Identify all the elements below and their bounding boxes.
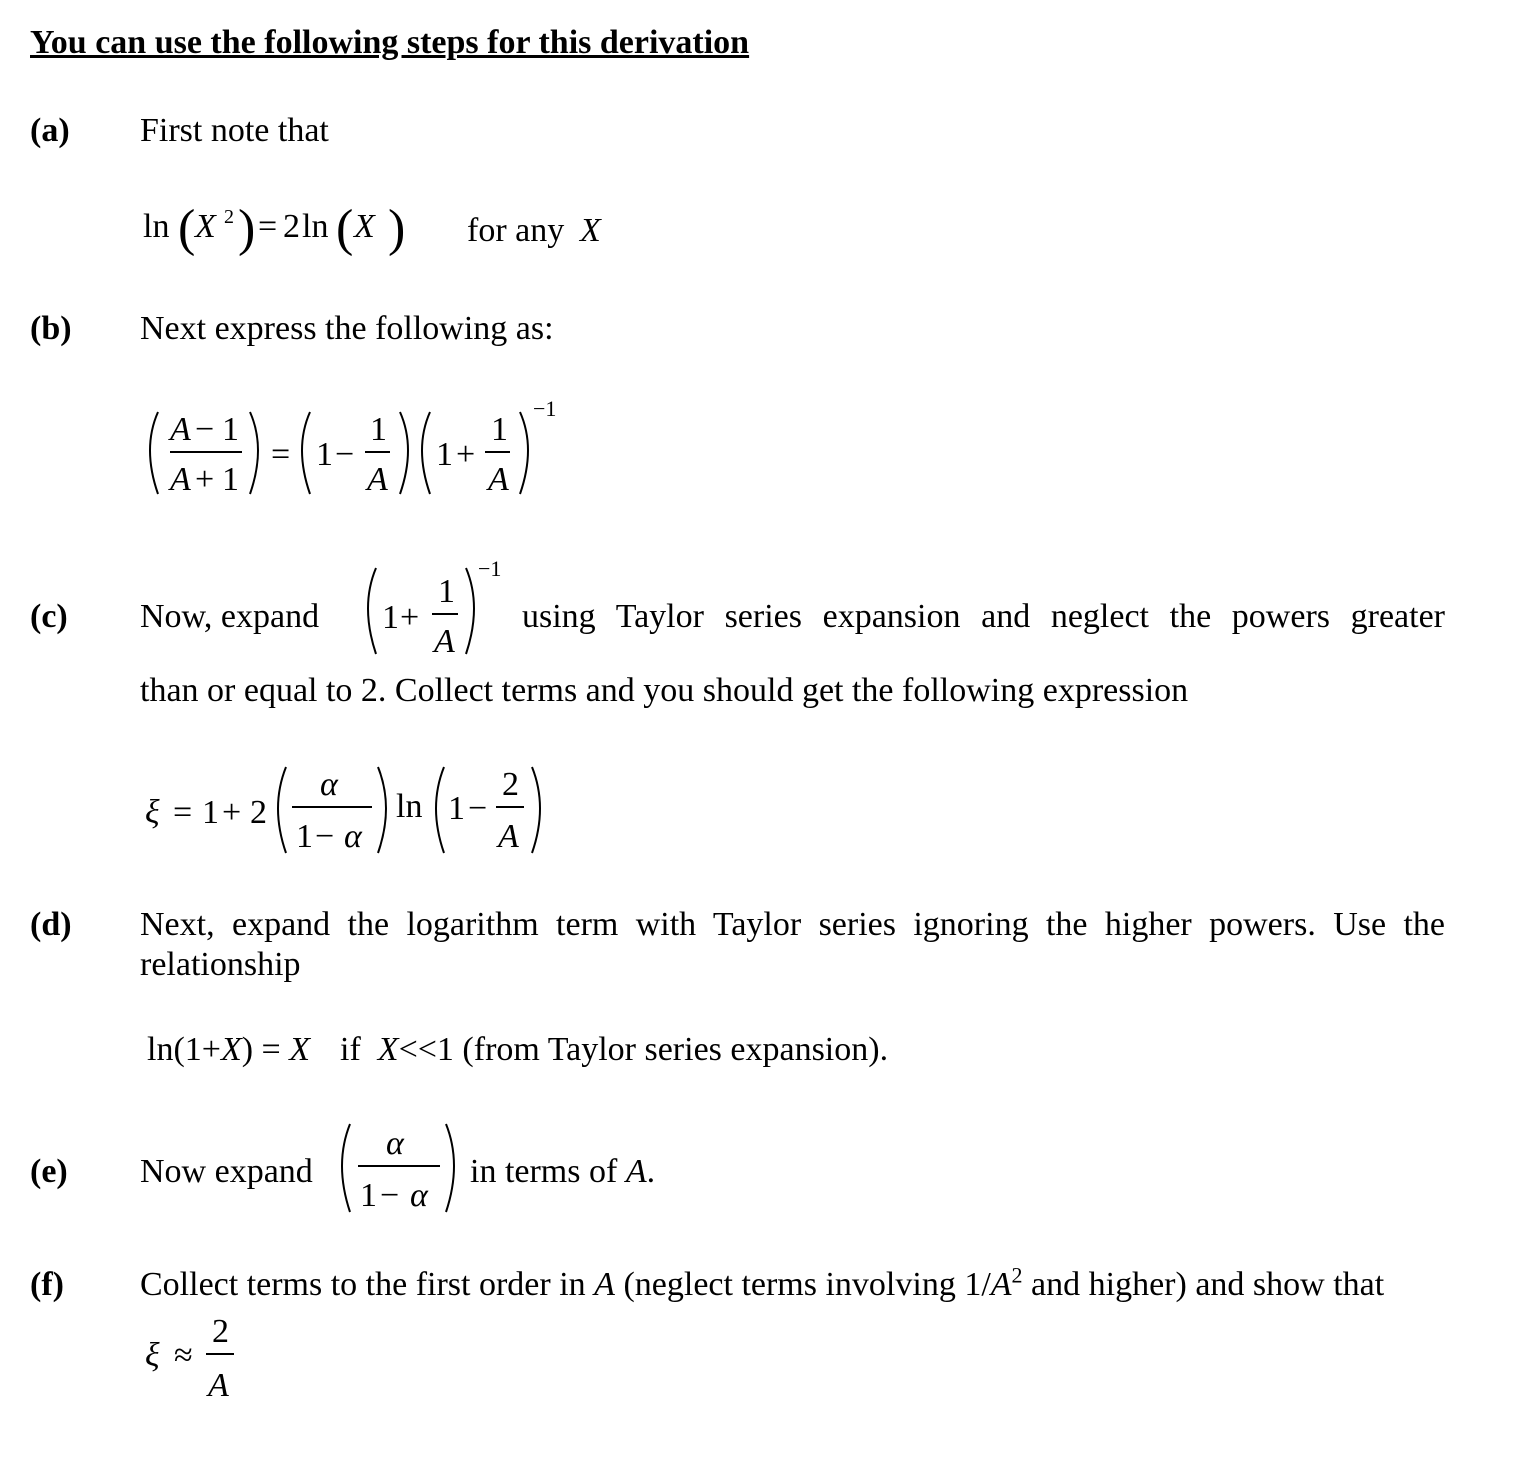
eq-c-rparen2 xyxy=(532,767,540,853)
expr-e-den-alpha: α xyxy=(410,1177,428,1214)
expr-e-num: α xyxy=(386,1125,404,1162)
step-c-text-pre: Now, expand xyxy=(140,598,320,635)
eq-c-one: 1 xyxy=(202,794,219,831)
eq-a-cond-x: X xyxy=(580,212,601,249)
eq-a-x: X xyxy=(195,208,216,245)
expr-c-one: 1 xyxy=(382,599,399,636)
expr-e-den-minus: − xyxy=(380,1177,400,1214)
rel-cond: <<1 (from Taylor series expansion). xyxy=(398,1031,889,1068)
expr-c-rparen xyxy=(466,568,474,654)
expr-c-num: 1 xyxy=(438,573,455,610)
eq-b-num-minus: − xyxy=(195,411,215,448)
eq-b-rparen3 xyxy=(520,412,528,494)
eq-b-num-one: 1 xyxy=(222,411,239,448)
step-e-in-terms: in terms of xyxy=(470,1153,618,1190)
eq-b-p2-den: A xyxy=(367,461,388,498)
step-b-label: (b) xyxy=(30,310,72,347)
eq-a-equals: = xyxy=(258,208,278,245)
eq-a-lparen2: ( xyxy=(336,200,354,257)
step-f-a2: A xyxy=(990,1266,1012,1303)
eq-c-den-alpha: α xyxy=(344,818,362,855)
eq-a-cond: for any xyxy=(467,212,565,249)
step-b-equation xyxy=(140,390,580,510)
eq-b-den-one: 1 xyxy=(222,461,239,498)
rel-if: if xyxy=(340,1031,361,1068)
eq-c-ln: ln xyxy=(396,788,423,825)
eq-b-p3-num: 1 xyxy=(491,411,508,448)
step-f-mid: (neglect terms involving 1/ xyxy=(623,1266,991,1303)
step-e-expression xyxy=(330,1112,470,1222)
step-f-end: and higher) and show that xyxy=(1031,1266,1385,1303)
eq-b-lparen2 xyxy=(302,412,310,494)
eq-f-num: 2 xyxy=(212,1313,229,1350)
eq-c-num-alpha: α xyxy=(320,766,338,803)
expr-c-exp: −1 xyxy=(478,556,502,581)
rel-x3: X xyxy=(377,1031,399,1068)
step-e-period: . xyxy=(646,1153,656,1190)
eq-c-den-minus: − xyxy=(315,818,335,855)
rel-x2: X xyxy=(289,1031,311,1068)
step-c-text-line2: than or equal to 2. Collect terms and you should get the following expression xyxy=(140,672,1189,709)
eq-a-rparen2: ) xyxy=(388,200,406,257)
step-f-equation xyxy=(140,1308,260,1408)
eq-a-rparen: ) xyxy=(238,200,256,257)
step-f-label: (f) xyxy=(30,1266,64,1303)
rel-ln-open: ln(1+ xyxy=(147,1031,221,1068)
step-e-label: (e) xyxy=(30,1153,68,1190)
step-c-expression xyxy=(352,554,512,664)
eq-b-p2-one: 1 xyxy=(316,436,333,473)
eq-f-xi: ξ xyxy=(145,1337,160,1374)
rel-close-eq: ) = xyxy=(241,1031,290,1068)
eq-a-ln: ln xyxy=(143,208,170,245)
step-d-relationship xyxy=(147,1031,888,1069)
step-e-text-pre: Now expand xyxy=(140,1153,313,1190)
step-e-text-post xyxy=(470,1153,655,1191)
step-d-text-line2: relationship xyxy=(140,946,301,983)
step-f-text xyxy=(140,1262,1385,1304)
step-e-a: A xyxy=(625,1153,647,1190)
eq-c-den-one: 1 xyxy=(296,818,313,855)
step-f-a: A xyxy=(594,1266,615,1303)
eq-b-exp: −1 xyxy=(533,396,557,421)
eq-b-den-plus: + xyxy=(195,461,215,498)
eq-c-p2-num: 2 xyxy=(502,766,519,803)
step-d-label: (d) xyxy=(30,906,72,943)
eq-c-p2-den: A xyxy=(498,818,519,855)
eq-b-rparen1 xyxy=(250,412,258,494)
rel-x1: X xyxy=(220,1031,242,1068)
eq-b-equals: = xyxy=(271,436,291,473)
expr-c-plus: + xyxy=(400,599,420,636)
eq-c-p2-one: 1 xyxy=(448,790,465,827)
step-c-equation xyxy=(140,755,580,865)
eq-f-den: A xyxy=(208,1367,229,1404)
eq-a-exp: 2 xyxy=(224,206,234,228)
eq-b-p2-num: 1 xyxy=(370,411,387,448)
eq-c-plus: + xyxy=(222,794,242,831)
expr-c-den: A xyxy=(434,623,455,660)
eq-c-equals: = xyxy=(173,794,193,831)
expr-e-rparen xyxy=(446,1124,454,1212)
eq-b-num-a: A xyxy=(170,411,191,448)
expr-e-den-one: 1 xyxy=(360,1177,377,1214)
step-a-text: First note that xyxy=(140,112,329,149)
eq-a-x2: X xyxy=(354,208,375,245)
eq-b-p3-plus: + xyxy=(456,436,476,473)
eq-c-rparen1 xyxy=(378,767,386,853)
step-c-text-post: using Taylor series expansion and neglect the powers greater xyxy=(522,598,1445,635)
page-title: You can use the following steps for this derivation xyxy=(30,24,750,61)
eq-a-ln2: ln xyxy=(302,208,329,245)
expr-e-lparen xyxy=(342,1124,350,1212)
eq-c-p2-minus: − xyxy=(468,790,488,827)
eq-b-p3-den: A xyxy=(488,461,509,498)
eq-a-coef: 2 xyxy=(283,208,300,245)
eq-f-approx: ≈ xyxy=(174,1337,193,1374)
eq-c-xi: ξ xyxy=(145,794,160,831)
step-f-pre: Collect terms to the first order in xyxy=(140,1266,586,1303)
eq-b-p2-minus: − xyxy=(335,436,355,473)
step-a-equation xyxy=(140,195,620,265)
eq-b-rparen2 xyxy=(400,412,408,494)
eq-b-den-a: A xyxy=(170,461,191,498)
step-d-text-line1: Next, expand the logarithm term with Taylor series ignoring the higher powers. Use the xyxy=(140,906,1445,943)
eq-c-lparen2 xyxy=(436,767,444,853)
eq-c-two: 2 xyxy=(250,794,267,831)
step-b-text: Next express the following as: xyxy=(140,310,554,347)
step-c-label: (c) xyxy=(30,598,68,635)
eq-b-lparen3 xyxy=(422,412,430,494)
eq-a-lparen: ( xyxy=(178,200,196,257)
eq-b-p3-one: 1 xyxy=(436,436,453,473)
step-a-label: (a) xyxy=(30,112,70,149)
step-f-sup: 2 xyxy=(1011,1262,1023,1288)
eq-c-lparen1 xyxy=(278,767,286,853)
eq-b-lparen1 xyxy=(150,412,158,494)
expr-c-lparen xyxy=(368,568,376,654)
